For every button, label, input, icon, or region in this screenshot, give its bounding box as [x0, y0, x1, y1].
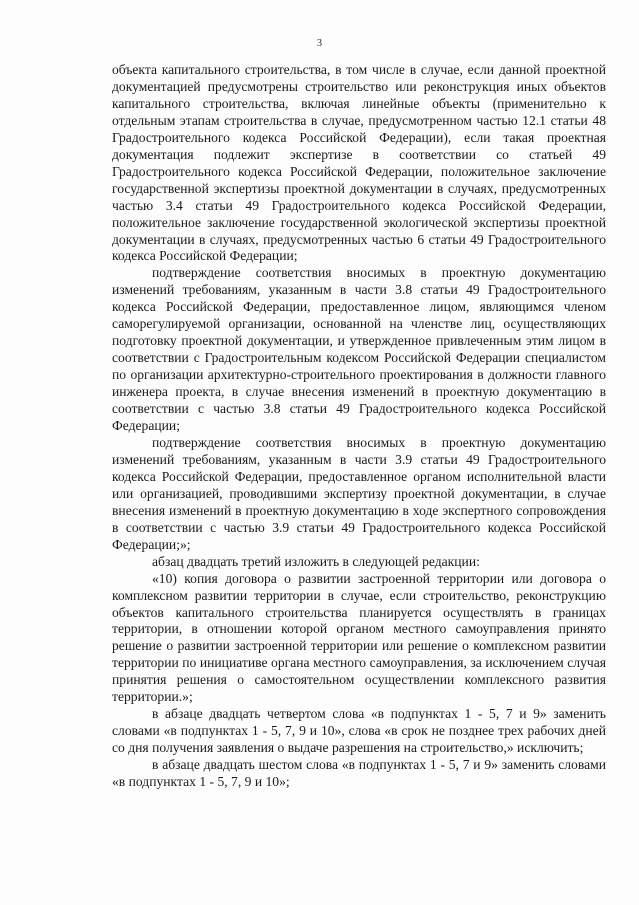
paragraph-6: в абзаце двадцать четвертом слова «в подпунктах 1 - 5, 7 и 9» заменить словами «в подпунктах 1 - 5, 7, 9 и 10», слова «в срок не позднее трех рабочих дней со дня получения заявления о выдаче разрешения на строительство,» исключить;	[112, 706, 606, 756]
paragraph-1: объекта капитального строительства, в том числе в случае, если данной проектной документацией предусмотрены строительство или реконструкция иных объектов капитального строительства, включая линейные объекты (применительно к отдельным этапам строительства в случае, предусмотренном частью 12.1 статьи 48 Градостроительного кодекса Российской Федерации), если такая проектная документация подлежит экспертизе в соответствии со статьей 49 Градостроительного кодекса Российской Федерации, положительное заключение государственной экспертизы проектной документации в случаях, предусмотренных частью 3.4 статьи 49 Градостроительного кодекса Российской Федерации, положительное заключение государственной экологической экспертизы проектной документации в случаях, предусмотренных частью 6 статьи 49 Градостроительного кодекса Российской Федерации;	[112, 62, 606, 264]
paragraph-4: абзац двадцать третий изложить в следующей редакции:	[152, 553, 480, 569]
paragraph-5: «10) копия договора о развитии застроенной территории или договора о комплексном развитии территории в случае, если строительство, реконструкцию объектов капитального строительства планируется осуществлять в границах территории, в отношении которой органом местного самоуправления принято решение о развитии застроенной территории или решение о комплексном развитии территории по инициативе органа местного самоуправления, за исключением случая принятия решения о самостоятельном осуществлении комплексного развития территории.»;	[112, 570, 606, 705]
paragraph-3: подтверждение соответствия вносимых в проектную документацию изменений требованиям, указанным в части 3.9 статьи 49 Градостроительного кодекса Российской Федерации, предоставленное органом исполнительной власти или организацией, проводившими экспертизу проектной документации, в случае внесения изменений в проектную документацию в ходе экспертного сопровождения в соответствии с частью 3.9 статьи 49 Градостроительного кодекса Российской Федерации;»;	[112, 434, 606, 552]
document-body	[112, 62, 606, 791]
paragraph-7: в абзаце двадцать шестом слова «в подпунктах 1 - 5, 7 и 9» заменить словами «в подпунктах 1 - 5, 7, 9 и 10»;	[112, 757, 606, 790]
paragraph-2: подтверждение соответствия вносимых в проектную документацию изменений требованиям, указанным в части 3.8 статьи 49 Градостроительного кодекса Российской Федерации, предоставленное лицом, являющимся членом саморегулируемой организации, основанной на членстве лиц, осуществляющих подготовку проектной документации, и утвержденное привлеченным этим лицом в соответствии с Градостроительным кодексом Российской Федерации специалистом по организации архитектурно-строительного проектирования в должности главного инженера проекта, в случае внесения изменений в проектную документацию в соответствии с частью 3.8 статьи 49 Градостроительного кодекса Российской Федерации;	[112, 265, 606, 434]
page-number: 3	[317, 38, 322, 49]
